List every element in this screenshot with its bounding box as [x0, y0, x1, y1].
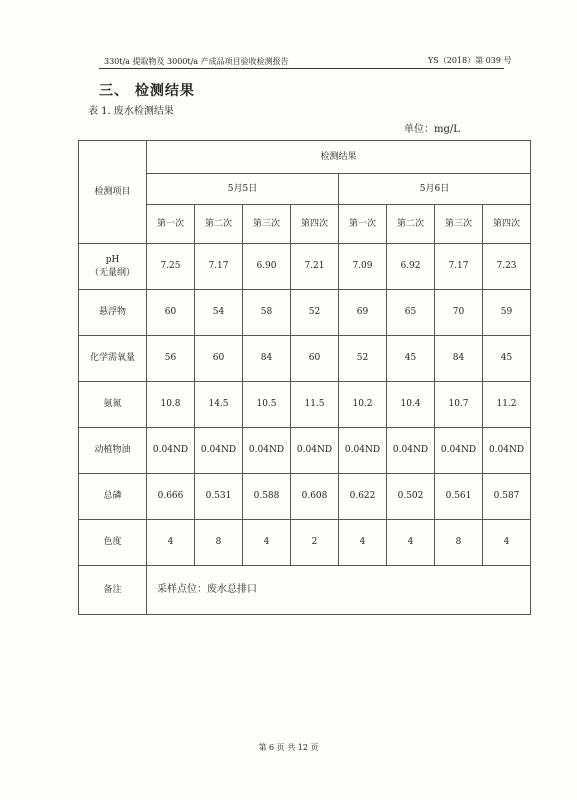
item-name-cell: [79, 474, 147, 520]
value-cell: 52: [291, 290, 339, 336]
value-cell: 0.04ND: [483, 428, 531, 474]
value-cell: 54: [195, 290, 243, 336]
table-row: [79, 520, 531, 566]
value-cell: 0.588: [243, 474, 291, 520]
table-row: [79, 474, 531, 520]
item-name-cell: [79, 336, 147, 382]
item-name-cell: [79, 244, 147, 290]
value-cell: 65: [387, 290, 435, 336]
item-name-cell: [79, 382, 147, 428]
value-cell: 60: [195, 336, 243, 382]
value-cell: 45: [387, 336, 435, 382]
value-cell: 0.666: [147, 474, 195, 520]
note-row: [79, 566, 531, 615]
value-cell: 10.8: [147, 382, 195, 428]
value-cell: 4: [147, 520, 195, 566]
value-cell: 70: [435, 290, 483, 336]
item-name: 氨氮: [103, 399, 122, 410]
value-cell: 0.502: [387, 474, 435, 520]
value-cell: 7.17: [195, 244, 243, 290]
table-caption: 表 1. 废水检测结果: [88, 106, 174, 117]
time-header: 第二次: [387, 205, 435, 244]
note-label: 备注: [79, 566, 147, 615]
date-header: 5月5日: [147, 174, 339, 205]
value-cell: 11.5: [291, 382, 339, 428]
value-cell: 0.531: [195, 474, 243, 520]
time-header: 第二次: [195, 205, 243, 244]
item-unit: （无量纲）: [89, 267, 135, 278]
value-cell: 0.04ND: [339, 428, 387, 474]
value-cell: 84: [435, 336, 483, 382]
time-header: 第四次: [291, 205, 339, 244]
wastewater-results-table: [78, 140, 531, 615]
value-cell: 4: [483, 520, 531, 566]
value-cell: 7.09: [339, 244, 387, 290]
report-header-title: 330t/a 提取物及 3000t/a 产成品项目验收检测报告: [104, 57, 289, 66]
item-name-cell: [79, 290, 147, 336]
note-text: 采样点位：废水总排口: [147, 566, 531, 615]
value-cell: 10.4: [387, 382, 435, 428]
value-cell: 52: [339, 336, 387, 382]
results-header: 检测结果: [147, 141, 531, 174]
value-cell: 6.92: [387, 244, 435, 290]
item-name-cell: [79, 428, 147, 474]
item-name: 色度: [103, 537, 122, 548]
value-cell: 0.04ND: [387, 428, 435, 474]
value-cell: 56: [147, 336, 195, 382]
value-cell: 0.04ND: [291, 428, 339, 474]
section-title: 三、 检测结果: [99, 83, 195, 99]
table-row: [79, 336, 531, 382]
time-header: 第一次: [147, 205, 195, 244]
value-cell: 7.17: [435, 244, 483, 290]
item-name-cell: [79, 520, 147, 566]
value-cell: 84: [243, 336, 291, 382]
value-cell: 7.21: [291, 244, 339, 290]
time-header: 第四次: [483, 205, 531, 244]
page-number: 第 6 页 共 12 页: [258, 743, 319, 752]
table-row: [79, 290, 531, 336]
value-cell: 45: [483, 336, 531, 382]
value-cell: 69: [339, 290, 387, 336]
value-cell: 0.622: [339, 474, 387, 520]
item-name: pH: [105, 255, 120, 266]
date-header: 5月6日: [339, 174, 531, 205]
item-name: 总磷: [103, 491, 122, 502]
value-cell: 8: [435, 520, 483, 566]
value-cell: 0.04ND: [435, 428, 483, 474]
value-cell: 4: [387, 520, 435, 566]
unit-label: 单位：mg/L: [404, 124, 460, 135]
value-cell: 0.04ND: [195, 428, 243, 474]
value-cell: 0.587: [483, 474, 531, 520]
time-header: 第三次: [435, 205, 483, 244]
value-cell: 0.608: [291, 474, 339, 520]
value-cell: 0.04ND: [147, 428, 195, 474]
item-name: 动植物油: [94, 445, 131, 456]
item-header: 检测项目: [79, 141, 147, 244]
value-cell: 58: [243, 290, 291, 336]
table-row: [79, 244, 531, 290]
value-cell: 14.5: [195, 382, 243, 428]
value-cell: 60: [291, 336, 339, 382]
table-row: [79, 428, 531, 474]
value-cell: 10.5: [243, 382, 291, 428]
table-row: [79, 382, 531, 428]
header-divider: [99, 68, 504, 69]
value-cell: 6.90: [243, 244, 291, 290]
value-cell: 10.7: [435, 382, 483, 428]
value-cell: 0.04ND: [243, 428, 291, 474]
value-cell: 0.561: [435, 474, 483, 520]
value-cell: 10.2: [339, 382, 387, 428]
value-cell: 4: [243, 520, 291, 566]
value-cell: 8: [195, 520, 243, 566]
time-header: 第三次: [243, 205, 291, 244]
report-number: YS（2018）第 039 号: [428, 56, 512, 65]
value-cell: 7.25: [147, 244, 195, 290]
item-name: 化学需氧量: [89, 353, 135, 364]
value-cell: 11.2: [483, 382, 531, 428]
value-cell: 2: [291, 520, 339, 566]
item-name: 悬浮物: [98, 307, 126, 318]
value-cell: 7.23: [483, 244, 531, 290]
value-cell: 4: [339, 520, 387, 566]
value-cell: 60: [147, 290, 195, 336]
value-cell: 59: [483, 290, 531, 336]
time-header: 第一次: [339, 205, 387, 244]
